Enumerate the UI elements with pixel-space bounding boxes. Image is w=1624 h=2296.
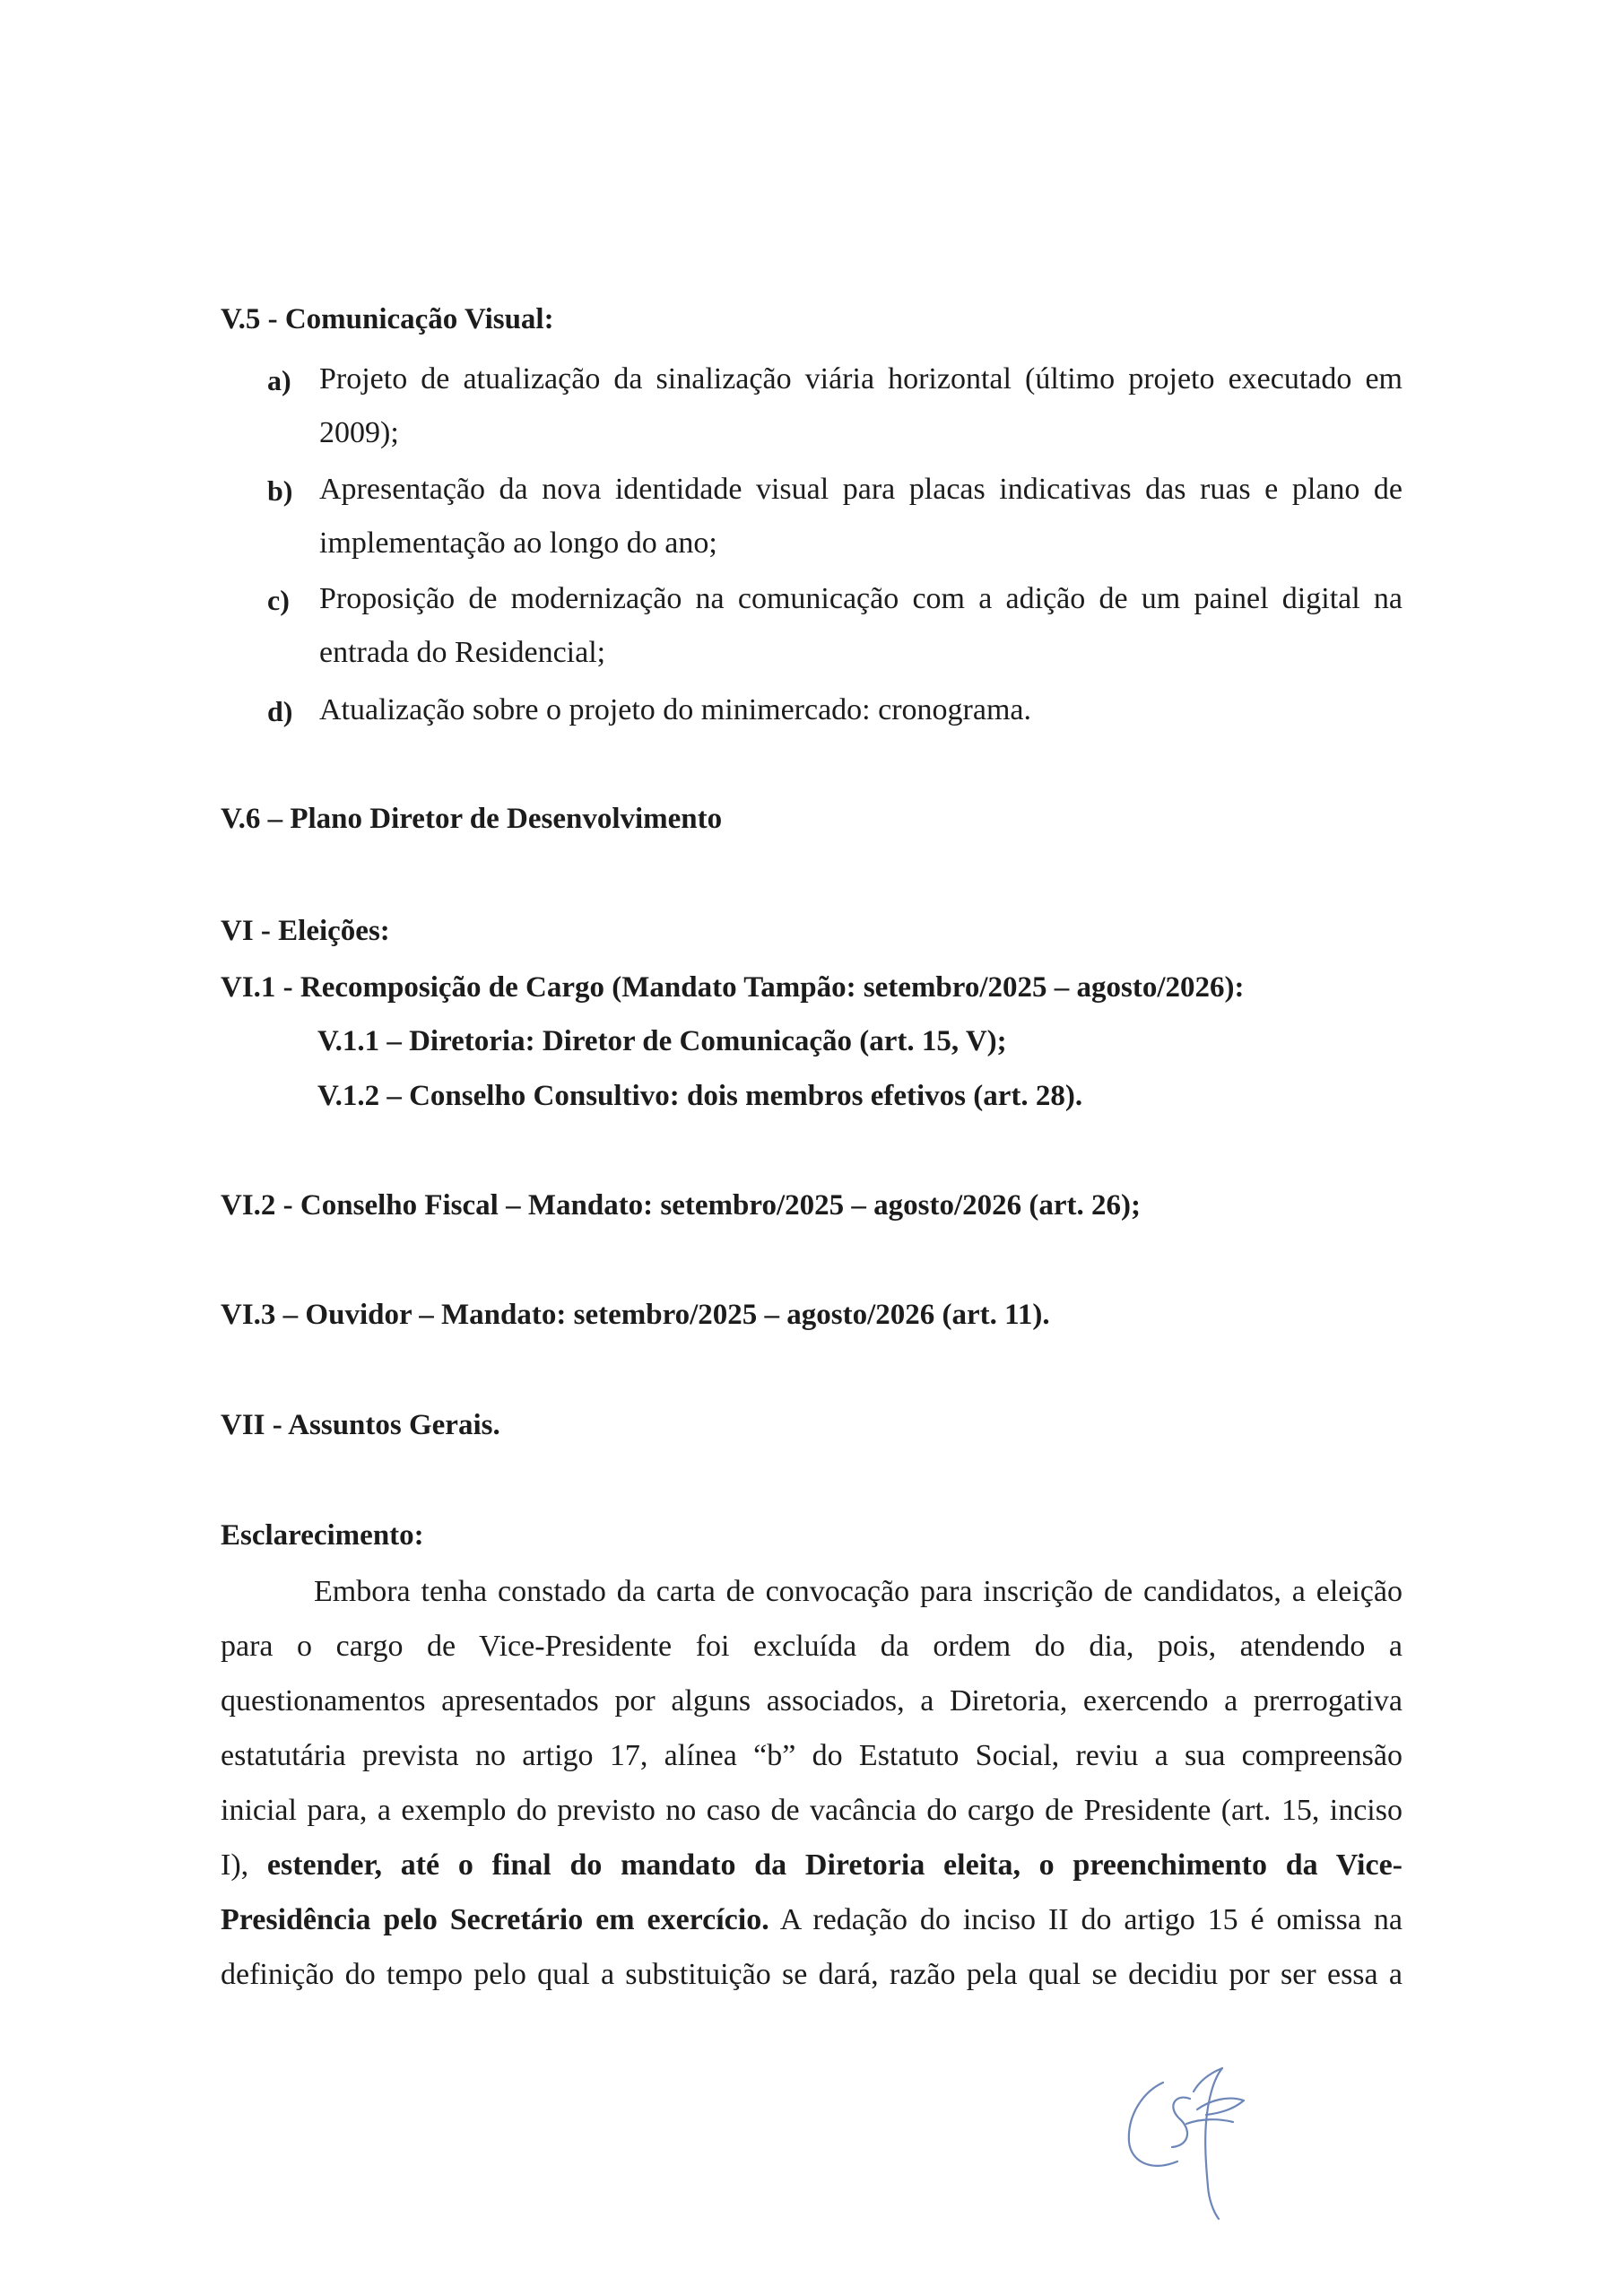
item-c-line-1: Proposição de modernização na comunicação com a adição de um painel digital na — [319, 582, 1403, 615]
section-vi-heading: VI - Eleições: — [221, 915, 390, 947]
clarification-line-8: definição do tempo pelo qual a substituição se dará, razão pela qual se decidiu por ser essa a — [221, 1958, 1403, 1991]
item-b-line-2: implementação ao longo do ano; — [319, 526, 717, 560]
section-vi1-heading: VI.1 - Recomposição de Cargo (Mandato Tampão: setembro/2025 – agosto/2026): — [221, 971, 1245, 1004]
clarification-line-1: Embora tenha constado da carta de convocação para inscrição de candidatos, a eleição — [314, 1575, 1403, 1608]
clarification-line-6 — [221, 1850, 1403, 1881]
item-d-marker: d) — [267, 695, 293, 727]
item-b-line-1: Apresentação da nova identidade visual para placas indicativas das ruas e plano de — [319, 473, 1403, 506]
clarification-line-7-plain: A redação do inciso II do artigo 15 é omissa na — [769, 1903, 1403, 1936]
clarification-line-7-bold: Presidência pelo Secretário em exercício. — [221, 1903, 769, 1936]
section-vi3-heading: VI.3 – Ouvidor – Mandato: setembro/2025 – agosto/2026 (art. 11). — [221, 1299, 1050, 1331]
clarification-line-6-bold: estender, até o final do mandato da Diretoria eleita, o preenchimento da Vice- — [266, 1848, 1403, 1882]
item-b-marker: b) — [267, 474, 293, 507]
clarification-heading: Esclarecimento: — [221, 1519, 424, 1552]
item-c-line-2: entrada do Residencial; — [319, 636, 606, 669]
section-vi2-heading: VI.2 - Conselho Fiscal – Mandato: setembro/2025 – agosto/2026 (art. 26); — [221, 1189, 1141, 1222]
section-v5-heading: V.5 - Comunicação Visual: — [221, 303, 554, 335]
clarification-line-4: estatutária prevista no artigo 17, alínea “b” do Estatuto Social, reviu a sua compreensão — [221, 1739, 1403, 1772]
section-vii-heading: VII - Assuntos Gerais. — [221, 1409, 500, 1441]
subsection-v11: V.1.1 – Diretoria: Diretor de Comunicação (art. 15, V); — [317, 1025, 1007, 1057]
item-c-marker: c) — [267, 584, 290, 616]
clarification-line-7 — [221, 1905, 1403, 1935]
clarification-line-2: para o cargo de Vice-Presidente foi excluída da ordem do dia, pois, atendendo a — [221, 1630, 1403, 1663]
handwritten-signature — [1107, 2036, 1296, 2224]
clarification-line-3: questionamentos apresentados por alguns associados, a Diretoria, exercendo a prerrogativa — [221, 1684, 1403, 1718]
clarification-line-6-plain: I), — [221, 1848, 267, 1882]
section-v6-heading: V.6 – Plano Diretor de Desenvolvimento — [221, 803, 723, 835]
item-a-marker: a) — [267, 364, 291, 396]
subsection-v12: V.1.2 – Conselho Consultivo: dois membros efetivos (art. 28). — [317, 1080, 1083, 1112]
item-a-line-1: Projeto de atualização da sinalização viária horizontal (último projeto executado em — [319, 362, 1403, 396]
item-d-line-1: Atualização sobre o projeto do minimercado: cronograma. — [319, 693, 1031, 726]
clarification-line-5: inicial para, a exemplo do previsto no caso de vacância do cargo de Presidente (art. 15, inciso — [221, 1794, 1403, 1827]
item-a-line-2: 2009); — [319, 416, 399, 449]
